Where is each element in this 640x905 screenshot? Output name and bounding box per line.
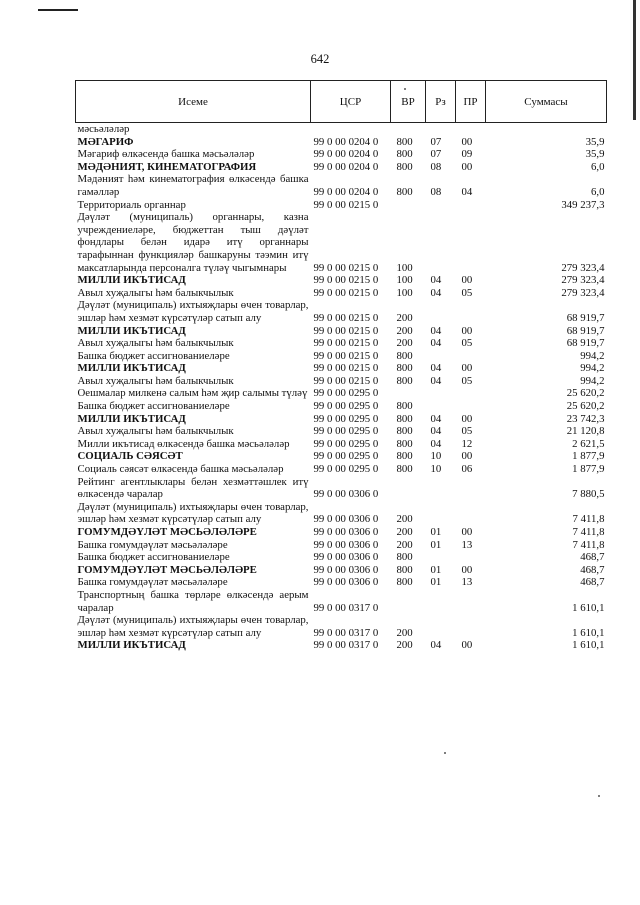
header-sum: Суммасы <box>486 81 607 123</box>
cell-sum: 468,7 <box>580 576 605 589</box>
cell-name: Транспортның башка төрләре өлкәсендә аерым чаралар <box>77 588 309 614</box>
cell-rz: 01 <box>430 576 442 589</box>
header-name: Исеме <box>76 81 311 123</box>
cell-name: Социаль сәясәт өлкәсендә башка мәсьәләләр <box>77 463 284 476</box>
cell-name: Территориаль органнар <box>77 198 186 211</box>
cell-csr: 99 0 00 0306 0 <box>313 563 379 576</box>
cell-vr: 800 <box>396 374 413 387</box>
cell-rz: 07 <box>430 135 442 148</box>
cell-sum: 1 610,1 <box>572 639 605 652</box>
cell-rz: 01 <box>430 526 442 538</box>
cell-vr <box>391 199 426 212</box>
cell-sum: 1 877,9 <box>572 463 605 476</box>
table-row <box>76 463 607 476</box>
table-row <box>76 161 607 174</box>
cell-pr: 06 <box>461 463 473 476</box>
cell-csr: 99 0 00 0306 0 <box>313 526 379 538</box>
table-header <box>76 81 607 123</box>
cell-name: Милли икътисад өлкәсендә башка мәсьәләләр <box>77 437 290 450</box>
cell-sum: 68 919,7 <box>566 324 605 337</box>
cell-sum: 35,9 <box>585 135 605 148</box>
cell-sum: 279 323,4 <box>561 274 605 287</box>
table-row <box>76 287 607 300</box>
cell-csr: 99 0 00 0295 0 <box>313 437 379 450</box>
cell-pr: 13 <box>461 576 473 589</box>
cell-rz: 04 <box>430 437 442 450</box>
cell-rz: 04 <box>430 362 442 375</box>
cell-csr: 99 0 00 0204 0 <box>313 160 379 173</box>
cell-rz <box>426 123 456 136</box>
cell-sum: 468,7 <box>580 563 605 576</box>
cell-rz <box>426 614 456 639</box>
cell-pr: 00 <box>461 274 473 287</box>
cell-sum: 1 877,9 <box>572 450 605 463</box>
cell-sum: 994,2 <box>580 349 605 362</box>
cell-sum: 349 237,3 <box>561 198 605 211</box>
table-row <box>76 564 607 577</box>
cell-rz <box>426 299 456 324</box>
scan-speck <box>444 752 446 754</box>
cell-csr: 99 0 00 0215 0 <box>313 337 379 350</box>
cell-name: МИЛЛИ ИКЪТИСАД <box>77 274 186 287</box>
table-row <box>76 614 607 639</box>
cell-pr: 04 <box>461 185 473 198</box>
table-row <box>76 199 607 212</box>
table-row <box>76 576 607 589</box>
cell-name: Дәүләт (муниципаль) ихтыяҗлары өчен товарлар, эшләр һәм хезмәт күрсәтүләр сатып алу <box>77 500 309 526</box>
cell-vr: 800 <box>396 349 413 362</box>
cell-name: мәсьәләләр <box>77 123 130 135</box>
cell-name: МИЛЛИ ИКЪТИСАД <box>77 412 186 425</box>
table-row <box>76 211 607 274</box>
cell-vr <box>391 123 426 136</box>
cell-name: Рейтинг агентлыклары белән хезмәттәшлек итү өлкәсендә чаралар <box>77 475 309 501</box>
cell-vr: 800 <box>396 551 413 564</box>
cell-sum: 68 919,7 <box>566 337 605 350</box>
cell-pr: 00 <box>461 324 473 337</box>
scan-speck <box>598 795 600 797</box>
cell-sum <box>486 123 607 136</box>
cell-pr <box>456 501 486 526</box>
cell-pr: 00 <box>461 563 473 576</box>
cell-vr: 800 <box>396 412 413 425</box>
cell-name: Башка бюджет ассигнованиеләре <box>77 349 230 362</box>
table-row <box>76 148 607 161</box>
cell-sum: 25 620,2 <box>566 387 605 400</box>
table-row <box>76 400 607 413</box>
cell-pr <box>456 199 486 212</box>
cell-pr <box>456 211 486 274</box>
cell-vr <box>391 589 426 614</box>
table-row <box>76 639 607 652</box>
cell-rz: 04 <box>430 337 442 350</box>
cell-vr: 200 <box>396 626 413 639</box>
cell-csr <box>311 123 391 136</box>
cell-csr: 99 0 00 0306 0 <box>313 538 379 551</box>
cell-vr: 800 <box>396 148 413 161</box>
cell-vr: 800 <box>396 576 413 589</box>
cell-vr: 200 <box>396 526 413 538</box>
cell-sum: 2 621,5 <box>572 437 605 450</box>
table-row <box>76 413 607 426</box>
cell-pr <box>456 123 486 136</box>
cell-rz <box>426 387 456 400</box>
cell-name: Башка гомумдәүләт мәсьәләләре <box>77 576 228 589</box>
cell-rz: 10 <box>430 450 442 463</box>
cell-name: МӘГАРИФ <box>77 135 134 148</box>
cell-csr: 99 0 00 0306 0 <box>313 488 379 501</box>
table-row <box>76 425 607 438</box>
cell-csr: 99 0 00 0295 0 <box>313 400 379 413</box>
cell-pr: 05 <box>461 374 473 387</box>
cell-pr: 00 <box>461 362 473 375</box>
table-row <box>76 123 607 136</box>
table-row <box>76 337 607 350</box>
header-rz: Рз <box>426 81 456 123</box>
cell-csr: 99 0 00 0295 0 <box>313 387 379 400</box>
cell-pr: 00 <box>461 135 473 148</box>
cell-name: Авыл хуҗалыгы һәм балыкчылык <box>77 425 234 438</box>
table-row <box>76 539 607 552</box>
cell-vr: 800 <box>396 437 413 450</box>
cell-pr <box>456 387 486 400</box>
cell-pr: 00 <box>461 412 473 425</box>
cell-csr: 99 0 00 0306 0 <box>313 576 379 589</box>
cell-pr: 05 <box>461 286 473 299</box>
table-row <box>76 450 607 463</box>
cell-vr: 200 <box>396 324 413 337</box>
cell-rz <box>426 400 456 413</box>
cell-pr <box>456 589 486 614</box>
header-pr: ПР <box>456 81 486 123</box>
cell-sum: 6,0 <box>591 160 605 173</box>
scan-speck <box>404 88 406 90</box>
cell-csr: 99 0 00 0215 0 <box>313 311 379 324</box>
cell-vr: 800 <box>396 135 413 148</box>
cell-pr: 00 <box>461 639 473 652</box>
cell-csr: 99 0 00 0306 0 <box>313 513 379 526</box>
cell-rz <box>426 350 456 363</box>
cell-vr: 100 <box>396 274 413 287</box>
cell-pr: 00 <box>461 526 473 538</box>
budget-table <box>75 80 607 652</box>
cell-sum: 279 323,4 <box>561 286 605 299</box>
cell-name: МӘДӘНИЯТ, КИНЕМАТОГРАФИЯ <box>77 160 257 173</box>
cell-vr: 200 <box>396 311 413 324</box>
cell-rz <box>426 199 456 212</box>
cell-name: Дәүләт (муниципаль) ихтыяҗлары өчен товарлар, эшләр һәм хезмәт күрсәтүләр сатып алу <box>77 299 309 324</box>
cell-vr: 800 <box>396 450 413 463</box>
cell-sum: 7 411,8 <box>572 513 605 526</box>
cell-vr: 100 <box>396 286 413 299</box>
header-csr: ЦСР <box>311 81 391 123</box>
cell-sum: 6,0 <box>591 185 605 198</box>
cell-rz: 04 <box>430 425 442 438</box>
cell-rz <box>426 501 456 526</box>
table-row <box>76 274 607 287</box>
cell-vr: 100 <box>396 261 413 274</box>
cell-pr <box>456 350 486 363</box>
cell-pr <box>456 299 486 324</box>
cell-pr <box>456 614 486 639</box>
cell-sum: 21 120,8 <box>566 425 605 438</box>
cell-rz: 08 <box>430 160 442 173</box>
cell-rz: 04 <box>430 412 442 425</box>
cell-rz: 04 <box>430 286 442 299</box>
cell-pr <box>456 400 486 413</box>
cell-name: ГОМУМДӘҮЛӘТ МӘСЬӘЛӘЛӘРЕ <box>77 563 257 576</box>
table-row <box>76 299 607 324</box>
cell-name: Дәүләт (муниципаль) органнары, казна учреждениеләре, бюджеттан тыш дәүләт фондлары белән идарә итү органнары тарафыннан функцияләр башкаруны тәэмин итү максатларында персоналга түләү чыгымнары <box>77 211 309 274</box>
cell-sum: 7 880,5 <box>572 488 605 501</box>
cell-rz: 10 <box>430 463 442 476</box>
cell-rz: 01 <box>430 563 442 576</box>
cell-csr: 99 0 00 0215 0 <box>313 274 379 287</box>
cell-sum: 7 411,8 <box>572 538 605 551</box>
header-vr: ВР <box>391 81 426 123</box>
cell-rz: 04 <box>430 374 442 387</box>
cell-sum: 23 742,3 <box>566 412 605 425</box>
cell-csr: 99 0 00 0215 0 <box>313 261 379 274</box>
table-row <box>76 362 607 375</box>
cell-csr: 99 0 00 0317 0 <box>313 639 379 652</box>
cell-name: Авыл хуҗалыгы һәм балыкчылык <box>77 374 234 387</box>
cell-rz: 04 <box>430 639 442 652</box>
cell-csr: 99 0 00 0306 0 <box>313 551 379 564</box>
table-row <box>76 589 607 614</box>
cell-sum: 35,9 <box>585 148 605 161</box>
cell-vr <box>391 387 426 400</box>
cell-vr <box>391 476 426 501</box>
cell-vr: 800 <box>396 160 413 173</box>
cell-csr: 99 0 00 0204 0 <box>313 135 379 148</box>
cell-name: МИЛЛИ ИКЪТИСАД <box>77 639 186 652</box>
cell-csr: 99 0 00 0317 0 <box>313 601 379 614</box>
table-row <box>76 551 607 564</box>
cell-name: МИЛЛИ ИКЪТИСАД <box>77 362 186 375</box>
cell-pr <box>456 551 486 564</box>
cell-vr: 200 <box>396 513 413 526</box>
cell-sum: 25 620,2 <box>566 400 605 413</box>
cell-csr: 99 0 00 0215 0 <box>313 324 379 337</box>
cell-name: МИЛЛИ ИКЪТИСАД <box>77 324 186 337</box>
cell-pr: 05 <box>461 337 473 350</box>
cell-csr: 99 0 00 0295 0 <box>313 463 379 476</box>
cell-name: Авыл хуҗалыгы һәм балыкчылык <box>77 286 234 299</box>
cell-rz <box>426 211 456 274</box>
cell-name: Оешмалар милкенә салым һәм җир салымы түләү <box>77 387 308 400</box>
cell-name: СОЦИАЛЬ СӘЯСӘТ <box>77 450 183 463</box>
top-rule <box>38 9 78 11</box>
cell-csr: 99 0 00 0295 0 <box>313 412 379 425</box>
table-row <box>76 438 607 451</box>
cell-vr: 800 <box>396 425 413 438</box>
table-row <box>76 476 607 501</box>
cell-sum: 7 411,8 <box>572 526 605 538</box>
cell-rz: 01 <box>430 538 442 551</box>
cell-pr <box>456 476 486 501</box>
table-row <box>76 387 607 400</box>
cell-name: ГОМУМДӘҮЛӘТ МӘСЬӘЛӘЛӘРЕ <box>77 526 257 538</box>
cell-vr: 800 <box>396 400 413 413</box>
cell-name: Дәүләт (муниципаль) ихтыяҗлары өчен товарлар, эшләр һәм хезмәт күрсәтүләр сатып алу <box>77 614 309 639</box>
cell-rz <box>426 476 456 501</box>
table-row <box>76 136 607 149</box>
cell-csr: 99 0 00 0215 0 <box>313 286 379 299</box>
cell-sum: 1 610,1 <box>572 626 605 639</box>
cell-sum: 1 610,1 <box>572 601 605 614</box>
cell-sum: 279 323,4 <box>561 261 605 274</box>
cell-rz: 04 <box>430 324 442 337</box>
cell-name: Башка бюджет ассигнованиеләре <box>77 551 230 564</box>
cell-name: Башка гомумдәүләт мәсьәләләре <box>77 538 228 551</box>
cell-csr: 99 0 00 0215 0 <box>313 198 379 211</box>
cell-vr: 200 <box>396 337 413 350</box>
cell-pr: 00 <box>461 160 473 173</box>
cell-name: Мәдәният һәм кинематография өлкәсендә башка гамәлләр <box>77 173 309 198</box>
cell-rz: 08 <box>430 185 442 198</box>
cell-vr: 800 <box>396 563 413 576</box>
cell-name: Авыл хуҗалыгы һәм балыкчылык <box>77 337 234 350</box>
cell-csr: 99 0 00 0204 0 <box>313 148 379 161</box>
cell-csr: 99 0 00 0215 0 <box>313 374 379 387</box>
table-row <box>76 501 607 526</box>
cell-pr: 05 <box>461 425 473 438</box>
table-row <box>76 325 607 338</box>
table-body <box>76 123 607 652</box>
table-row <box>76 350 607 363</box>
cell-vr: 800 <box>396 185 413 198</box>
cell-pr: 12 <box>461 437 473 450</box>
cell-pr: 13 <box>461 538 473 551</box>
cell-sum: 994,2 <box>580 374 605 387</box>
cell-rz: 07 <box>430 148 442 161</box>
cell-csr: 99 0 00 0215 0 <box>313 362 379 375</box>
cell-name: Башка бюджет ассигнованиеләре <box>77 400 230 413</box>
cell-csr: 99 0 00 0204 0 <box>313 185 379 198</box>
cell-csr: 99 0 00 0317 0 <box>313 626 379 639</box>
cell-sum: 68 919,7 <box>566 311 605 324</box>
cell-rz <box>426 589 456 614</box>
table-row <box>76 375 607 388</box>
cell-pr: 09 <box>461 148 473 161</box>
cell-vr: 800 <box>396 463 413 476</box>
cell-csr: 99 0 00 0295 0 <box>313 450 379 463</box>
cell-csr: 99 0 00 0215 0 <box>313 349 379 362</box>
cell-csr: 99 0 00 0295 0 <box>313 425 379 438</box>
cell-vr: 800 <box>396 362 413 375</box>
cell-pr: 00 <box>461 450 473 463</box>
cell-name: Мәгариф өлкәсендә башка мәсьәләләр <box>77 148 255 161</box>
cell-sum: 468,7 <box>580 551 605 564</box>
cell-sum: 994,2 <box>580 362 605 375</box>
cell-rz <box>426 551 456 564</box>
cell-rz: 04 <box>430 274 442 287</box>
table-row <box>76 173 607 198</box>
page-number: 642 <box>310 52 330 66</box>
cell-vr: 200 <box>396 538 413 551</box>
cell-vr: 200 <box>396 639 413 652</box>
table-row <box>76 526 607 539</box>
